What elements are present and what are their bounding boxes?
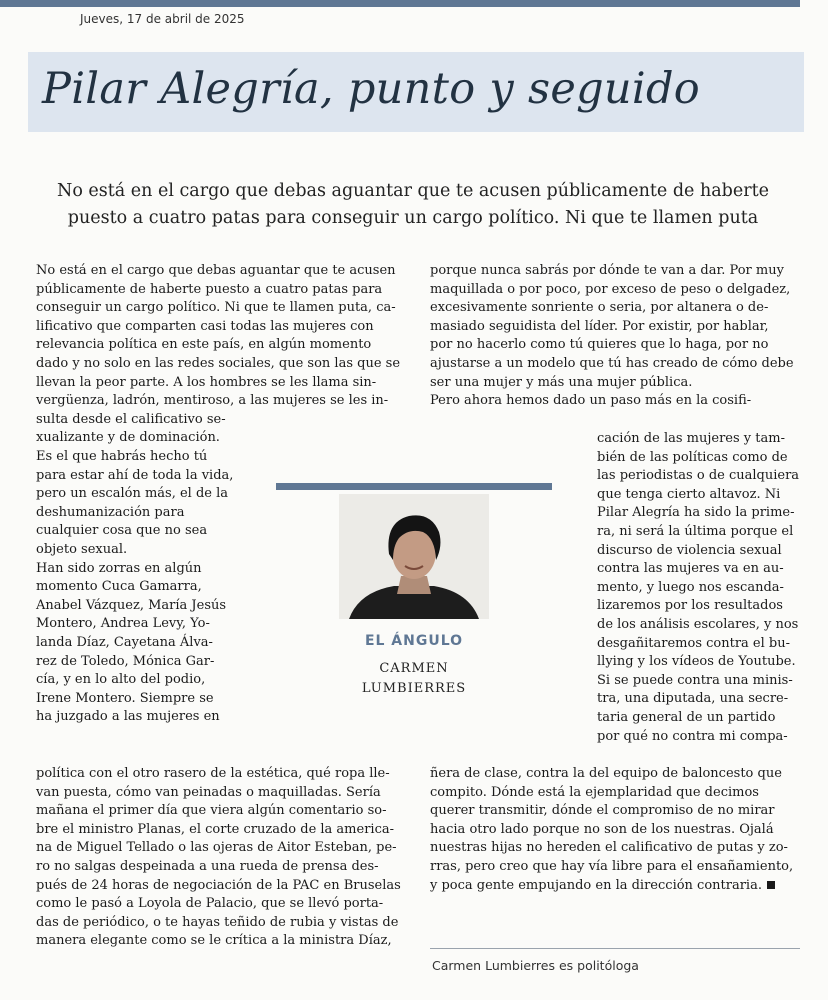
body-right-bottom (430, 765, 793, 895)
body-line: Si se puede contra una minis- (597, 672, 793, 688)
body-line: taria general de un partido (597, 709, 776, 725)
body-line: Es el que habrás hecho tú (36, 449, 208, 464)
body-line: rras, pero creo que hay vía libre para el ensañamiento, (430, 858, 794, 874)
author-photo (339, 494, 489, 619)
body-line: que tenga cierto altavoz. Ni (597, 486, 781, 502)
body-line: por no hacerlo como tú quieres que lo haga, por no (430, 337, 769, 353)
body-left-top (36, 262, 400, 448)
body-line: contra las mujeres va en au- (597, 561, 784, 577)
body-line: compito. Dónde está la ejemplaridad que decimos (430, 784, 759, 800)
body-line: ha juzgado a las mujeres en (36, 709, 220, 725)
columnist-box (276, 483, 552, 733)
body-line: sulta desde el calificativo se- (36, 411, 226, 427)
body-line: masiado seguidista del líder. Por existir, por hablar, (430, 318, 769, 334)
body-line: ñera de clase, contra la del equipo de baloncesto que (430, 766, 782, 781)
body-line: de los análisis escolares, y nos (597, 616, 799, 632)
body-left-narrow (36, 448, 233, 727)
headline-band (28, 52, 804, 132)
body-line: porque nunca sabrás por dónde te van a dar. Por muy (430, 263, 784, 278)
body-line: Irene Montero. Siempre se (36, 690, 214, 706)
body-line: nuestras hijas no hereden el calificativo de putas y zo- (430, 840, 788, 856)
body-line: rez de Toledo, Mónica Gar- (36, 653, 215, 669)
subheadline (30, 178, 796, 232)
body-line: objeto sexual. (36, 541, 128, 557)
body-line: momento Cuca Gamarra, (36, 579, 202, 595)
body-line: maquillada o por poco, por exceso de peso o delgadez, (430, 281, 791, 297)
body-line: excesivamente sonriente o seria, por altanera o de- (430, 300, 769, 316)
body-line: dado y no solo en las redes sociales, que son las que se (36, 355, 401, 371)
body-line: das de periódico, o te hayas teñido de rubia y vistas de (36, 914, 399, 930)
body-line: pués de 24 horas de negociación de la PAC en Bruselas (36, 877, 401, 893)
body-line: llevan la peor parte. A los hombres se les llama sin- (36, 374, 377, 390)
body-line: bre el ministro Planas, el corte cruzado de la america- (36, 821, 395, 837)
body-line: públicamente de haberte puesto a cuatro patas para (36, 281, 383, 297)
body-line: ser una mujer y más una mujer pública. (430, 374, 693, 390)
body-line: las periodistas o de cualquiera (597, 468, 800, 484)
body-line: desgañitaremos contra el bu- (597, 635, 791, 651)
headline: Pilar Alegría, punto y seguido (42, 64, 700, 114)
body-line: mañana el primer día que viera algún comentario so- (36, 803, 387, 819)
body-line: van puesta, cómo van peinadas o maquilladas. Sería (36, 784, 381, 800)
body-line: Han sido zorras en algún (36, 560, 202, 576)
body-line: landa Díaz, Cayetana Álva- (36, 634, 213, 650)
column-author-line: CARMEN (379, 661, 449, 676)
body-line: vergüenza, ladrón, mentiroso, a las mujeres se les in- (36, 393, 389, 409)
body-line: Pilar Alegría ha sido la prime- (597, 505, 795, 521)
body-line: Pero ahora hemos dado un paso más en la cosifi- (430, 393, 752, 409)
body-line: y poca gente empujando en la dirección contraria. (430, 877, 793, 896)
body-line: ra, ni será la última porque el (597, 523, 794, 539)
body-line: tra, una diputada, una secre- (597, 691, 789, 707)
body-line: lizaremos por los resultados (597, 598, 783, 614)
body-line: ajustarse a un modelo que tú has creado de cómo debe (430, 355, 794, 371)
body-line: querer transmitir, dónde el compromiso de no mirar (430, 803, 775, 819)
body-right-top (430, 262, 794, 411)
author-portrait-image (339, 494, 489, 619)
body-line: por qué no contra mi compa- (597, 728, 788, 744)
column-author-line: LUMBIERRES (361, 681, 467, 696)
body-line: manera elegante como se le crítica a la ministra Díaz, (36, 933, 392, 949)
body-left-bottom (36, 765, 401, 951)
body-line: ro no salgas despeinada a una rueda de prensa des- (36, 858, 379, 874)
body-line: Anabel Vázquez, María Jesús (36, 597, 227, 613)
body-line: na de Miguel Tellado o las ojeras de Aitor Esteban, pe- (36, 840, 397, 856)
body-line: Montero, Andrea Levy, Yo- (36, 616, 210, 632)
body-line: conseguir un cargo político. Ni que te llamen puta, ca- (36, 300, 396, 316)
subheadline-line: No está en el cargo que debas aguantar que te acusen públicamente de haberte (57, 181, 769, 201)
column-author (276, 659, 552, 699)
body-line: relevancia política en este país, en algún momento (36, 337, 372, 353)
author-signature: Carmen Lumbierres es politóloga (432, 958, 639, 973)
body-line: mento, y luego nos escanda- (597, 579, 784, 595)
body-line: llying y los vídeos de Youtube. (597, 654, 796, 670)
publication-date: Jueves, 17 de abril de 2025 (80, 12, 245, 26)
body-line: bién de las políticas como de (597, 449, 788, 465)
body-line: cación de las mujeres y tam- (597, 431, 785, 446)
body-line: lificativo que comparten casi todas las mujeres con (36, 318, 374, 334)
subheadline-line: puesto a cuatro patas para conseguir un cargo político. Ni que te llamen puta (67, 208, 759, 228)
columnist-box-bar (276, 483, 552, 490)
body-line: No está en el cargo que debas aguantar que te acusen (36, 263, 396, 278)
body-line: pero un escalón más, el de la (36, 486, 229, 502)
body-line: política con el otro rasero de la estética, qué ropa lle- (36, 766, 390, 781)
top-accent-bar (0, 0, 800, 7)
body-line: xualizante y de dominación. (36, 430, 220, 446)
body-line: como le pasó a Loyola de Palacio, que se llevó porta- (36, 896, 384, 912)
body-line: deshumanización para (36, 504, 185, 520)
body-line: cía, y en lo alto del podio, (36, 672, 206, 688)
column-kicker: EL ÁNGULO (364, 633, 464, 649)
body-line: cualquier cosa que no sea (36, 523, 208, 539)
body-right-narrow (597, 430, 799, 746)
body-line: para estar ahí de toda la vida, (36, 467, 234, 483)
end-of-article-mark (767, 881, 775, 889)
body-line: hacia otro lado porque no son de los nuestras. Ojalá (430, 821, 774, 837)
signature-rule (430, 948, 800, 949)
body-line: discurso de violencia sexual (597, 542, 782, 558)
